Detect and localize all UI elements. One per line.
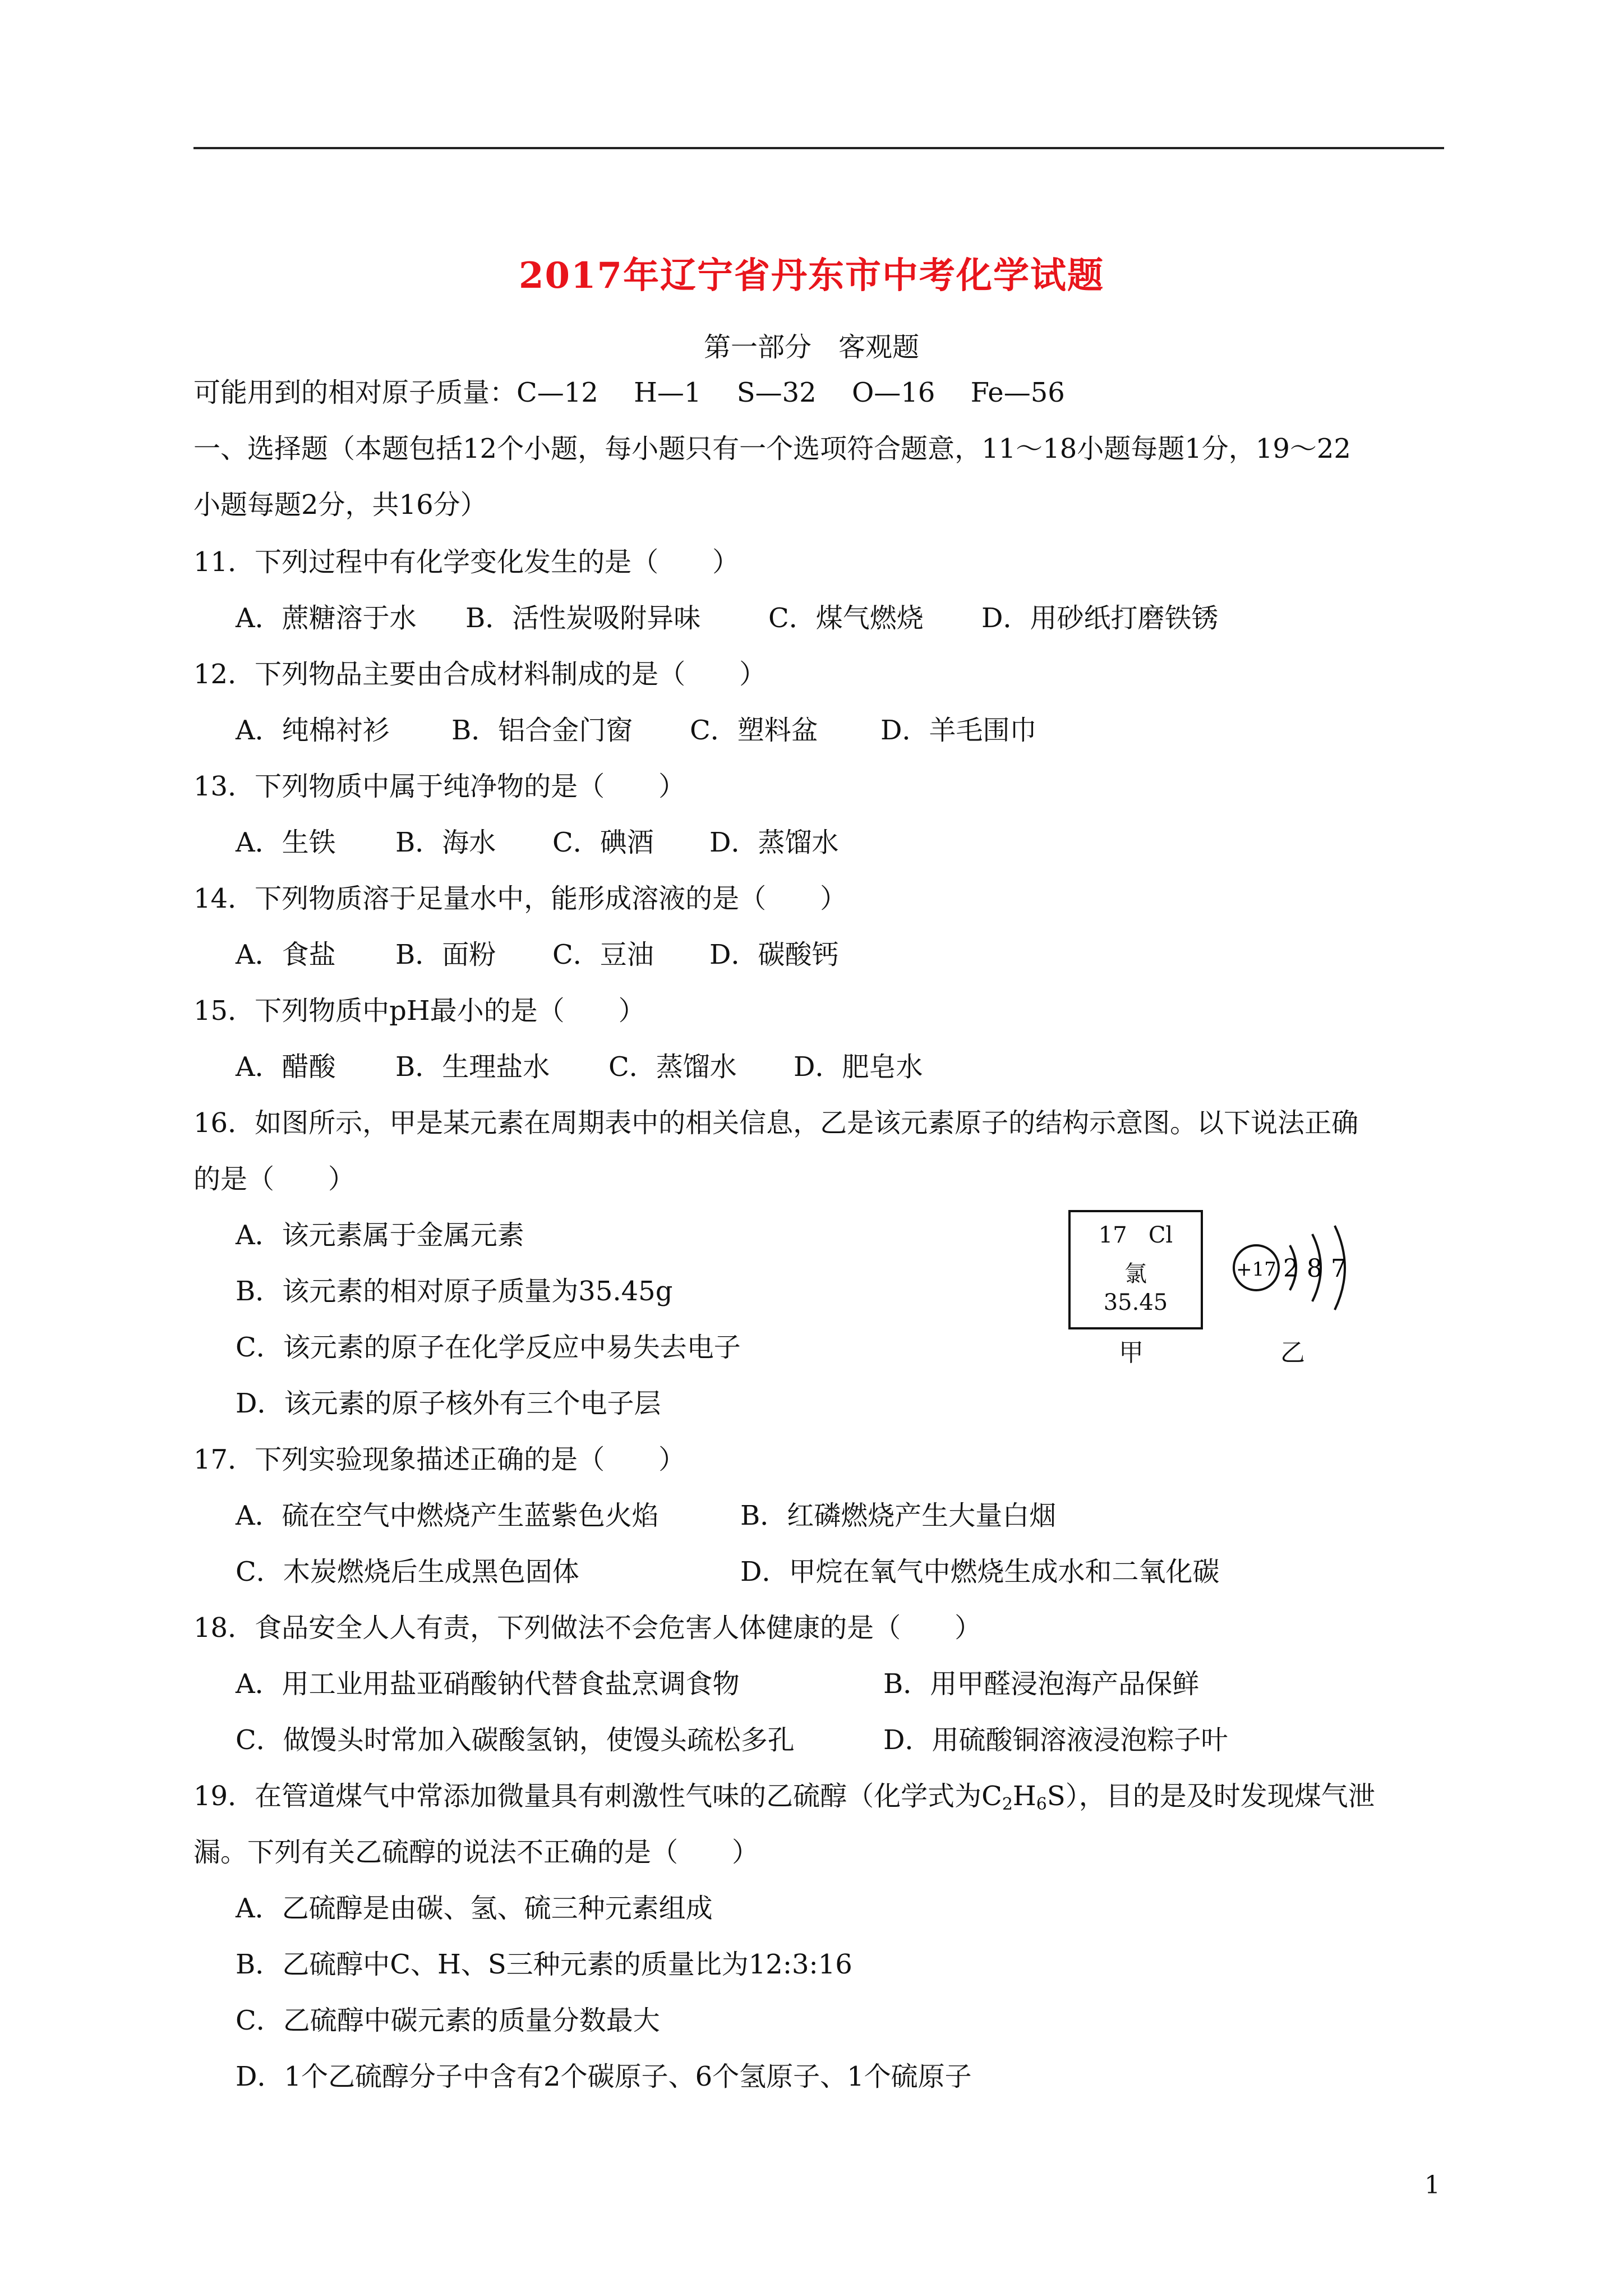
option-b: B．生理盐水 [395, 1051, 550, 1083]
option-c: C．豆油 [552, 939, 654, 970]
option-row [236, 1555, 1220, 1589]
option-c: C．煤气燃烧 [768, 602, 924, 634]
option-c: C．该元素的原子在化学反应中易失去电子 [236, 1332, 741, 1363]
option-c: C．碘酒 [552, 827, 654, 858]
option-b: B．铝合金门窗 [451, 715, 633, 746]
option-d: D．用砂纸打磨铁锈 [981, 602, 1219, 634]
option-row [236, 601, 1219, 635]
option-d: D．1个乙硫醇分子中含有2个碳原子、6个氢原子、1个硫原子 [236, 2061, 972, 2092]
option-b: B．红磷燃烧产生大量白烟 [740, 1500, 1057, 1531]
subscript-carbon: 2 [1002, 1795, 1013, 1814]
part-subtitle: 第一部分 客观题 [703, 332, 919, 363]
option-d: D．羊毛围巾 [880, 715, 1037, 746]
question-stem-continued: 的是（ ） [193, 1163, 356, 1195]
option-a: A．醋酸 [236, 1051, 336, 1083]
question-stem: 13．下列物质中属于纯净物的是（ ） [193, 771, 686, 802]
option-c: C．蒸馏水 [608, 1051, 737, 1083]
shell-count-3: 7 [1331, 1254, 1347, 1283]
option-a: A．纯棉衬衫 [236, 715, 390, 746]
option-a: A．乙硫醇是由碳、氢、硫三种元素组成 [236, 1893, 713, 1924]
question-stem: 11．下列过程中有化学变化发生的是（ ） [193, 546, 740, 578]
option-a: A．食盐 [236, 939, 336, 970]
question-stem: 18．食品安全人人有责，下列做法不会危害人体健康的是（ ） [193, 1612, 982, 1644]
option-c: C．木炭燃烧后生成黑色固体 [236, 1556, 579, 1588]
option-a: A．硫在空气中燃烧产生蓝紫色火焰 [236, 1500, 659, 1531]
option-d: D．肥皂水 [794, 1051, 923, 1083]
nucleus-charge: +17 [1236, 1258, 1276, 1281]
periodic-table-cell [1068, 1210, 1203, 1329]
option-d: D．蒸馏水 [709, 827, 839, 858]
option-row [236, 1050, 923, 1084]
option-row [236, 1723, 1228, 1757]
question-stem: 14．下列物质溶于足量水中，能形成溶液的是（ ） [193, 883, 847, 914]
section-heading-line1: 一、选择题（本题包括12个小题，每小题只有一个选项符合题意，11～18小题每题1分，19～22 [193, 433, 1351, 464]
question-stem: 17．下列实验现象描述正确的是（ ） [193, 1444, 686, 1475]
option-d: D．用硫酸铜溶液浸泡粽子叶 [883, 1724, 1228, 1756]
option-b: B．活性炭吸附异味 [465, 602, 701, 634]
option-row [236, 1667, 1199, 1701]
figure-label-yi: 乙 [1280, 1338, 1305, 1367]
option-a: A．用工业用盐亚硝酸钠代替食盐烹调食物 [236, 1668, 740, 1700]
shell-count-1: 2 [1283, 1254, 1299, 1283]
question-stem: 16．如图所示，甲是某元素在周期表中的相关信息，乙是该元素原子的结构示意图。以下说法正确 [193, 1107, 1359, 1139]
option-d: D．该元素的原子核外有三个电子层 [236, 1388, 661, 1419]
option-a: A．生铁 [236, 827, 336, 858]
option-d: D．甲烷在氧气中燃烧生成水和二氧化碳 [740, 1556, 1220, 1588]
question-stem: 12．下列物品主要由合成材料制成的是（ ） [193, 659, 767, 690]
atomic-mass-note: 可能用到的相对原子质量：C—12 H—1 S—32 O—16 Fe—56 [193, 377, 1065, 408]
option-row [236, 714, 1037, 747]
atomic-structure-diagram [1228, 1206, 1374, 1329]
page-number: 1 [1424, 2171, 1440, 2200]
section-heading-line2: 小题每题2分，共16分） [193, 489, 487, 521]
question-stem-continued: 漏。下列有关乙硫醇的说法不正确的是（ ） [193, 1837, 759, 1868]
figure-label-jia: 甲 [1119, 1338, 1144, 1367]
element-number-symbol [1071, 1222, 1201, 1248]
option-b: B．用甲醛浸泡海产品保鲜 [883, 1668, 1200, 1700]
element-name: 氯 [1124, 1261, 1147, 1287]
option-b: B．该元素的相对原子质量为35.45g [236, 1276, 673, 1307]
option-c: C．塑料盆 [690, 715, 818, 746]
shell-count-2: 8 [1307, 1254, 1322, 1283]
element-number: 17 [1098, 1222, 1127, 1248]
stem-part-b: H [1012, 1780, 1036, 1812]
option-b: B．乙硫醇中C、H、S三种元素的质量比为12:3:16 [236, 1949, 852, 1980]
option-c: C．乙硫醇中碳元素的质量分数最大 [236, 2005, 660, 2036]
option-b: B．海水 [395, 827, 496, 858]
stem-part-a: 19．在管道煤气中常添加微量具有刺激性气味的乙硫醇（化学式为C [193, 1780, 1002, 1812]
atomic-mass: 35.45 [1103, 1290, 1168, 1315]
option-c: C．做馒头时常加入碳酸氢钠，使馒头疏松多孔 [236, 1724, 795, 1756]
element-symbol: Cl [1148, 1222, 1173, 1248]
question-stem: 15．下列物质中pH最小的是（ ） [193, 995, 645, 1027]
header-rule [193, 147, 1444, 149]
option-row [236, 938, 839, 972]
option-b: B．面粉 [395, 939, 496, 970]
stem-part-c: S），目的是及时发现煤气泄 [1046, 1780, 1375, 1812]
option-row [236, 1499, 1056, 1533]
option-a: A．该元素属于金属元素 [236, 1220, 524, 1251]
subscript-hydrogen: 6 [1036, 1795, 1047, 1814]
question-stem [193, 1779, 1375, 1821]
option-row [236, 826, 839, 859]
option-a: A．蔗糖溶于水 [236, 602, 417, 634]
page-title: 2017年辽宁省丹东市中考化学试题 [518, 255, 1105, 297]
option-d: D．碳酸钙 [709, 939, 839, 970]
